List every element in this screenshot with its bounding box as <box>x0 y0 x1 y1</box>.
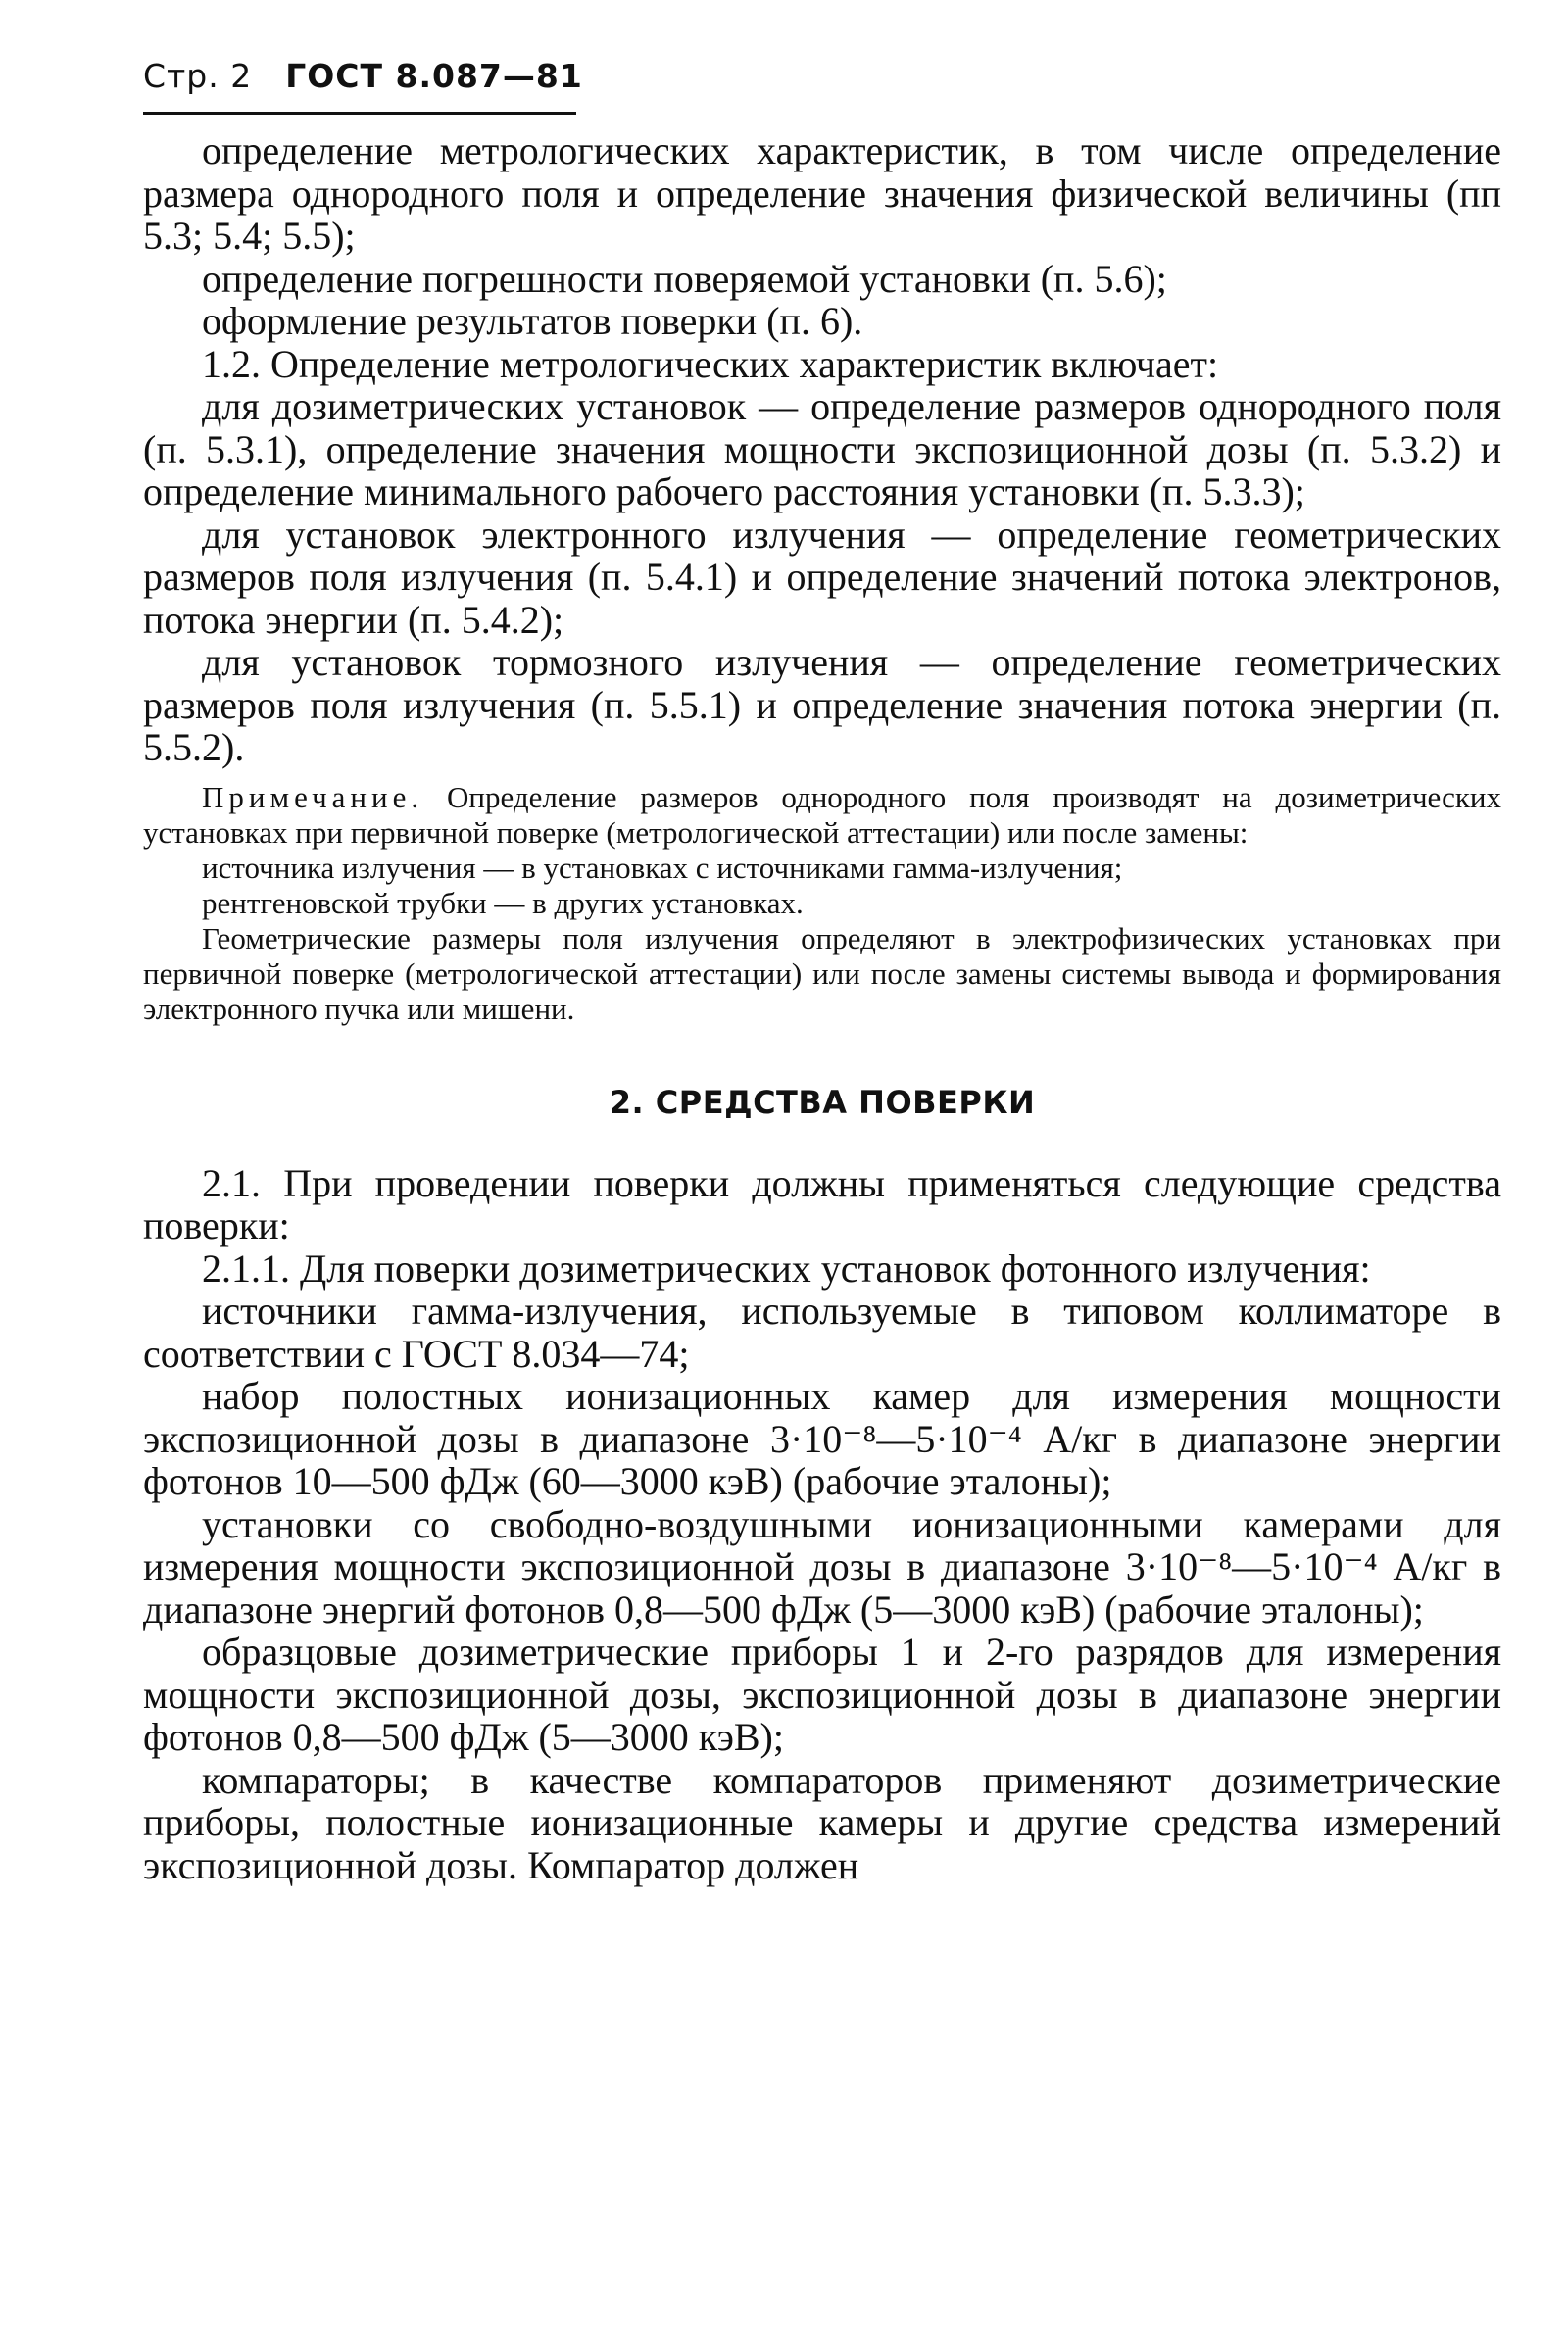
note-intro <box>143 780 1501 851</box>
note <box>143 780 1501 1027</box>
page-number: Стр. 2 <box>143 57 253 95</box>
paragraph-results: оформление результатов поверки (п. 6). <box>202 299 863 343</box>
clause-1-2-bremsstrahlung: для установок тормозного излучения — определение геометрических размеров поля излучения (п. 5.5.1) и определение значения потока энергии (п. 5.5.2). <box>143 640 1501 769</box>
document-body <box>143 129 1501 1886</box>
clause-1-2-electron: для установок электронного излучения — определение геометрических размеров поля излучения (п. 5.4.1) и определение значений потока электронов, потока энергии (п. 5.4.2); <box>143 512 1501 642</box>
note-label: Примечание. <box>202 779 424 814</box>
item-comparators: компараторы; в качестве компараторов применяют дозиметрические приборы, полостные ионизационные камеры и другие средства измерений экспозиционной дозы. Компаратор должен <box>143 1757 1501 1887</box>
item-gamma-sources: источники гамма-излучения, используемые в типовом коллиматоре в соответствии с ГОСТ 8.034—74; <box>143 1289 1501 1376</box>
note-item-tube: рентгеновской трубки — в других установках. <box>202 885 804 920</box>
header-rule <box>143 112 576 115</box>
item-cavity-chambers: набор полостных ионизационных камер для измерения мощности экспозиционной дозы в диапазоне 3·10⁻⁸—5·10⁻⁴ А/кг в диапазоне энергии фотонов 10—500 фДж (60—3000 кэВ) (рабочие эталоны); <box>143 1374 1501 1503</box>
clause-2-1-1: 2.1.1. Для поверки дозиметрических установок фотонного излучения: <box>202 1245 1371 1291</box>
note-item-source: источника излучения — в установках с источниками гамма-излучения; <box>202 850 1123 885</box>
clause-1-2: 1.2. Определение метрологических характеристик включает: <box>202 341 1219 386</box>
note-geometry: Геометрические размеры поля излучения определяют в электрофизических установках при первичной поверке (метрологической аттестации) или после замены системы вывода и формирования электронного пучка или мишени. <box>143 920 1501 1026</box>
standard-number: ГОСТ 8.087—81 <box>285 57 583 95</box>
clause-2-1: 2.1. При проведении поверки должны применяться следующие средства поверки: <box>143 1160 1501 1247</box>
section-heading: 2. СРЕДСТВА ПОВЕРКИ <box>609 1083 1036 1121</box>
page-header <box>143 57 583 95</box>
item-reference-instruments: образцовые дозиметрические приборы 1 и 2-го разрядов для измерения мощности экспозиционной дозы, экспозиционной дозы в диапазоне энергии фотонов 0,8—500 фДж (5—3000 кэВ); <box>143 1630 1501 1759</box>
clause-1-2-dosimetric: для дозиметрических установок — определение размеров однородного поля (п. 5.3.1), определение значения мощности экспозиционной дозы (п. 5.3.2) и определение минимального рабочего расстояния установки (п. 5.3.3); <box>143 384 1501 513</box>
item-free-air-chambers: установки со свободно-воздушными ионизационными камерами для измерения мощности экспозиционной дозы в диапазоне 3·10⁻⁸—5·10⁻⁴ А/кг в диапазоне энергий фотонов 0,8—500 фДж (5—3000 кэВ) (рабочие эталоны); <box>143 1501 1501 1632</box>
paragraph-error: определение погрешности поверяемой установки (п. 5.6); <box>202 256 1167 301</box>
paragraph-metrology: определение метрологических характеристик, в том числе определение размера однородного поля и определение значения физической величины (пп 5.3; 5.4; 5.5); <box>143 128 1501 258</box>
note-text: Определение размеров однородного поля производят на дозиметрических установках при первичной поверке (метрологической аттестации) или после замены: <box>143 779 1501 850</box>
